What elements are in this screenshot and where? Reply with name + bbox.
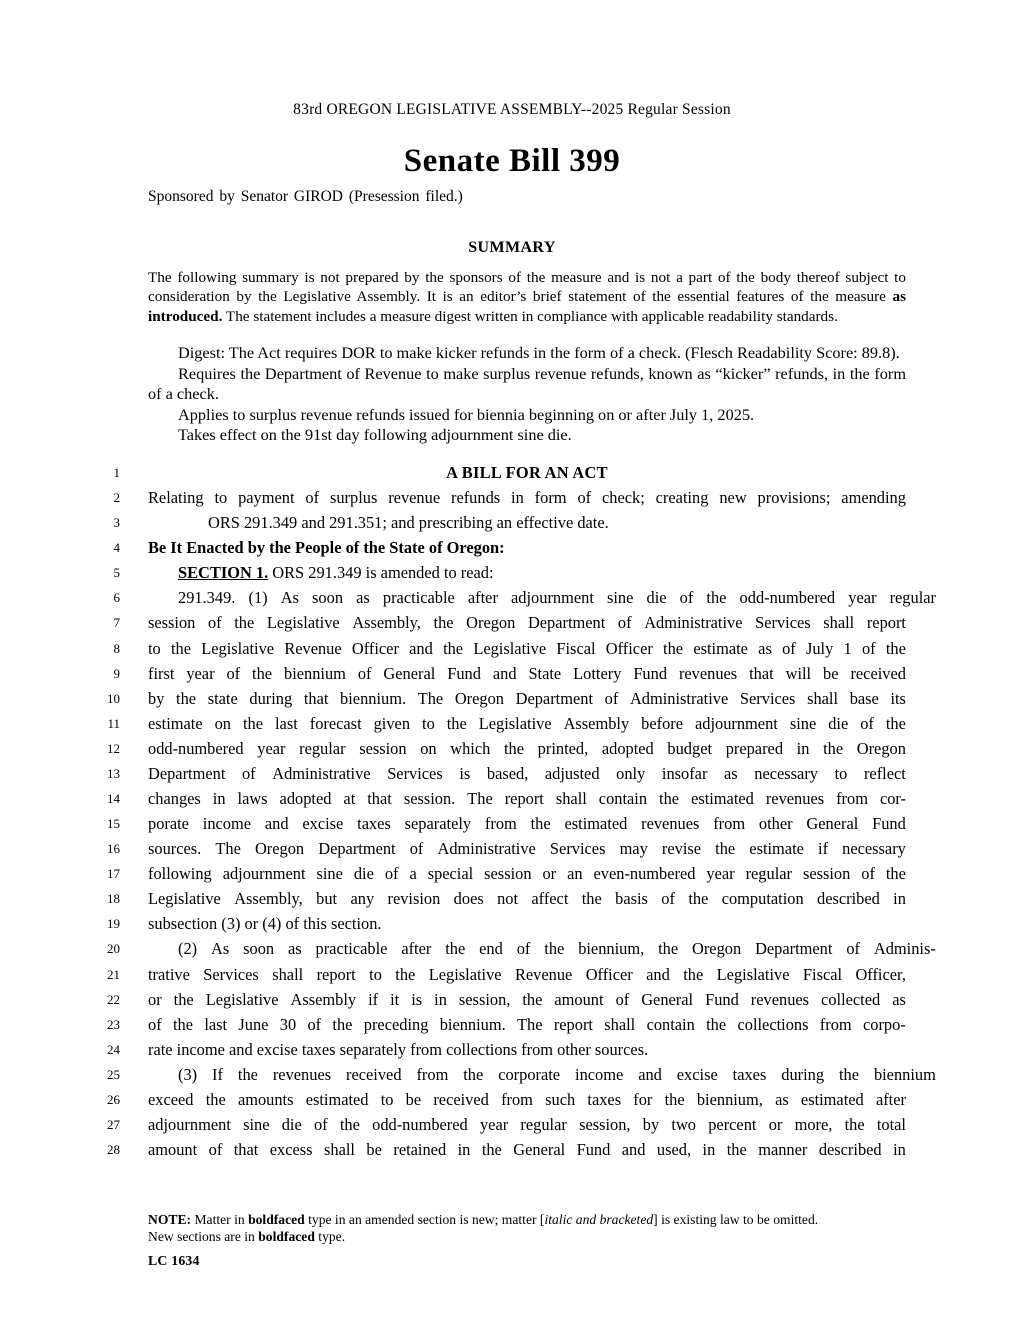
line-text: session of the Legislative Assembly, the Oregon Department of Administrative Services shall report [148, 613, 906, 633]
note-italic-bracketed: italic and bracketed [544, 1212, 654, 1227]
line-text: adjournment sine die of the odd-numbered year regular session, by two percent or more, the total [148, 1115, 906, 1135]
bill-line [0, 636, 1024, 661]
line-text: SECTION 1. ORS 291.349 is amended to read: [178, 563, 494, 583]
line-number: 4 [113, 540, 120, 556]
digest-paragraph: Digest: The Act requires DOR to make kicker refunds in the form of a check. (Flesch Readability Score: 89.8). [178, 343, 900, 362]
bill-line [0, 811, 1024, 836]
note-boldfaced-2: boldfaced [258, 1229, 315, 1245]
note-boldfaced-1: boldfaced [248, 1212, 305, 1227]
bill-line [0, 987, 1024, 1012]
bill-line [0, 911, 1024, 936]
line-text: changes in laws adopted at that session. The report shall contain the estimated revenues from cor- [148, 789, 906, 809]
line-text: estimate on the last forecast given to the Legislative Assembly before adjournment sine die of the [148, 713, 906, 733]
summary-heading: SUMMARY [468, 239, 556, 256]
bill-line [0, 1062, 1024, 1087]
footer-note-line-2 [148, 1228, 906, 1245]
line-number: 8 [113, 640, 120, 656]
disclaimer-text-2: The statement includes a measure digest written in compliance with applicable readability standards. [222, 307, 838, 325]
line-number: 21 [107, 966, 120, 982]
footer-note-line-1 [148, 1211, 906, 1228]
disclaimer-as-introduced: as introduced. [148, 288, 906, 325]
line-text: sources. The Oregon Department of Administrative Services may revise the estimate if necessary [148, 839, 906, 859]
bill-line [0, 936, 1024, 961]
line-number: 2 [113, 490, 120, 506]
line-number: 13 [107, 765, 120, 781]
line-text: by the state during that biennium. The Oregon Department of Administrative Services shall base its [148, 688, 906, 708]
bill-line [0, 761, 1024, 786]
disclaimer-text-1: The following summary is not prepared by the sponsors of the measure and is not a part of the body thereof subject to consideration by the Legislative Assembly. It is an editor’s brief statement of the essential features of the measure [148, 269, 906, 306]
note-text-1: Matter in [191, 1212, 249, 1227]
digest-block [148, 343, 906, 446]
bill-title: Senate Bill 399 [403, 143, 621, 179]
note-line2-text-1: New sections are in [148, 1229, 259, 1245]
line-number: 24 [107, 1041, 120, 1057]
line-number: 14 [107, 791, 120, 807]
line-number: 16 [107, 841, 120, 857]
line-number: 17 [107, 866, 120, 882]
bill-line [0, 535, 1024, 560]
bill-line [0, 1137, 1024, 1162]
note-line2-text-2: type. [314, 1229, 346, 1245]
summary-disclaimer-paragraph [148, 268, 906, 326]
line-number: 3 [113, 515, 120, 531]
bill-line [0, 711, 1024, 736]
summary-disclaimer [148, 268, 906, 326]
sponsor-line: Sponsored by Senator GIROD (Presession filed.) [148, 188, 463, 205]
line-number: 26 [107, 1091, 120, 1107]
line-text: A BILL FOR AN ACT [446, 463, 608, 482]
line-number: 18 [107, 891, 120, 907]
line-text: to the Legislative Revenue Officer and the Legislative Fiscal Officer the estimate as of July 1 of the [148, 638, 906, 658]
line-text: odd-numbered year regular session on which the printed, adopted budget prepared in the Oregon [148, 738, 906, 758]
assembly-header: 83rd OREGON LEGISLATIVE ASSEMBLY--2025 Regular Session [293, 101, 731, 118]
line-text: of the last June 30 of the preceding biennium. The report shall contain the collections from corpo- [148, 1014, 906, 1034]
digest-paragraph: Takes effect on the 91st day following adjournment sine die. [178, 425, 572, 445]
lc-number: LC 1634 [148, 1253, 200, 1268]
line-number: 6 [113, 590, 120, 606]
bill-line [0, 610, 1024, 635]
line-text: trative Services shall report to the Legislative Revenue Officer and the Legislative Fiscal Officer, [148, 964, 906, 984]
note-text-2: type in an amended section is new; matter [ [304, 1212, 545, 1227]
bill-line [0, 485, 1024, 510]
bill-line [0, 1112, 1024, 1137]
line-text: Relating to payment of surplus revenue refunds in form of check; creating new provisions; amending [148, 488, 906, 508]
line-text: subsection (3) or (4) of this section. [148, 914, 382, 934]
line-text: (2) As soon as practicable after the end of the biennium, the Oregon Department of Adminis- [178, 939, 936, 959]
line-text: Department of Administrative Services is based, adjusted only insofar as necessary to reflect [148, 763, 906, 783]
line-text: first year of the biennium of General Fund and State Lottery Fund revenues that will be received [148, 663, 906, 683]
note-label: NOTE: [148, 1212, 192, 1227]
bill-line [0, 1012, 1024, 1037]
bill-line [0, 861, 1024, 886]
bill-line [0, 661, 1024, 686]
line-number: 15 [107, 816, 120, 832]
bill-line [0, 886, 1024, 911]
bill-line [0, 686, 1024, 711]
digest-paragraph: Requires the Department of Revenue to make surplus revenue refunds, known as “kicker” refunds, in the form of a check. [148, 363, 906, 404]
line-text: following adjournment sine die of a special session or an even-numbered year regular session of the [148, 864, 906, 884]
line-text: or the Legislative Assembly if it is in session, the amount of General Fund revenues collected as [148, 989, 906, 1009]
line-number: 20 [107, 941, 120, 957]
line-text: porate income and excise taxes separately from the estimated revenues from other General Fund [148, 814, 906, 834]
line-number: 5 [113, 565, 120, 581]
line-number: 9 [113, 665, 120, 681]
line-number: 10 [107, 690, 120, 706]
line-number: 12 [107, 740, 120, 756]
bill-line [0, 460, 1024, 485]
line-number: 28 [107, 1142, 120, 1158]
bill-body [0, 460, 1024, 1162]
line-text: ORS 291.349 and 291.351; and prescribing an effective date. [208, 513, 609, 533]
line-number: 23 [107, 1016, 120, 1032]
line-text: 291.349. (1) As soon as practicable after adjournment sine die of the odd-numbered year regular [178, 588, 936, 608]
line-number: 7 [113, 615, 120, 631]
line-text: (3) If the revenues received from the corporate income and excise taxes during the biennium [178, 1064, 936, 1084]
bill-line [0, 836, 1024, 861]
line-number: 11 [107, 715, 120, 731]
line-text: amount of that excess shall be retained in the General Fund and used, in the manner described in [148, 1140, 906, 1160]
bill-line [0, 585, 1024, 610]
bill-line [0, 510, 1024, 535]
footer-note [148, 1211, 906, 1246]
line-number: 27 [107, 1117, 120, 1133]
line-text: exceed the amounts estimated to be received from such taxes for the biennium, as estimated after [148, 1089, 906, 1109]
section-label: SECTION 1. [178, 563, 269, 583]
line-text: rate income and excise taxes separately from collections from other sources. [148, 1039, 649, 1059]
line-number: 1 [113, 465, 120, 480]
line-text: Legislative Assembly, but any revision does not affect the basis of the computation described in [148, 889, 906, 909]
note-text-3: ] is existing law to be omitted. [653, 1212, 819, 1227]
bill-line [0, 1037, 1024, 1062]
bill-line [0, 962, 1024, 987]
line-number: 22 [107, 991, 120, 1007]
line-number: 25 [107, 1066, 120, 1082]
line-text: Be It Enacted by the People of the State of Oregon: [148, 538, 505, 558]
digest-paragraph: Applies to surplus revenue refunds issued for biennia beginning on or after July 1, 2025. [178, 404, 755, 424]
bill-line [0, 560, 1024, 585]
bill-line [0, 786, 1024, 811]
bill-line [0, 1087, 1024, 1112]
line-number: 19 [107, 916, 120, 932]
bill-line [0, 736, 1024, 761]
